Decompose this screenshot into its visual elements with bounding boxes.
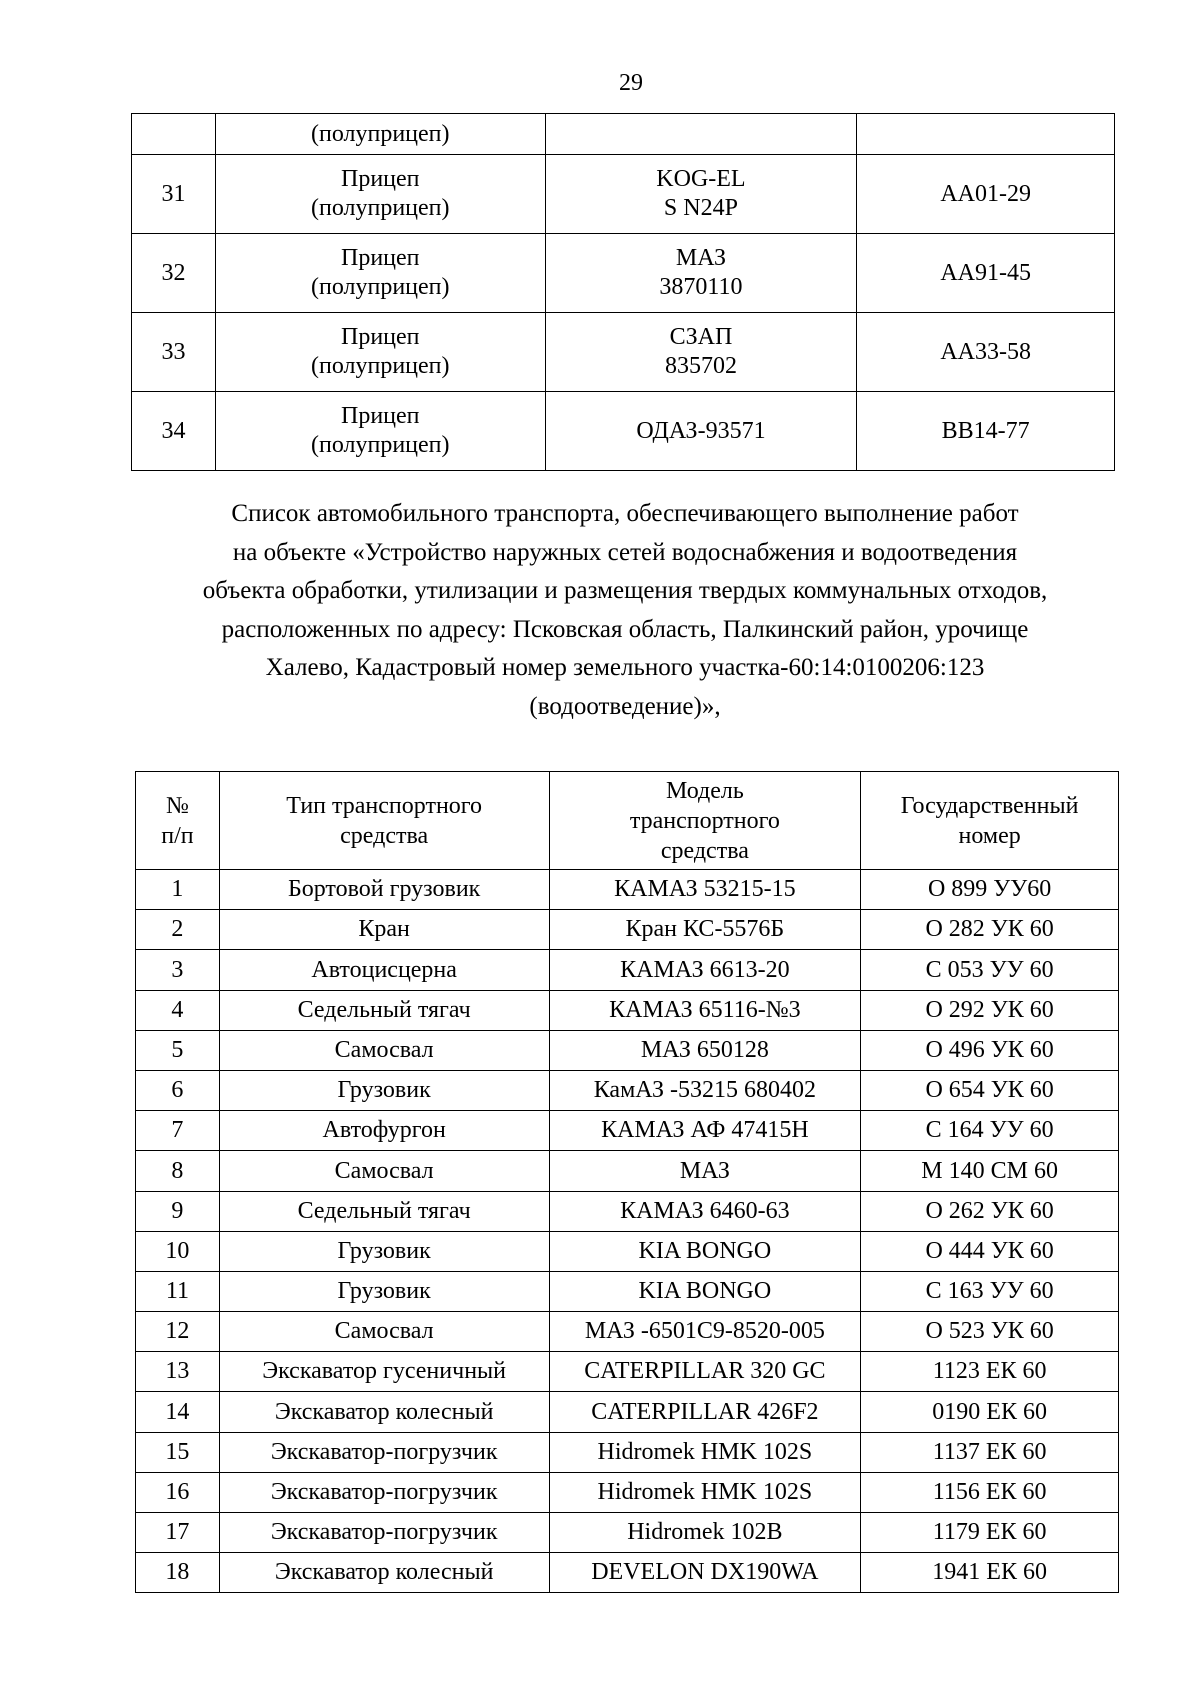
cell-plate: АА01-29 [857, 155, 1115, 234]
cell-number: 33 [132, 313, 216, 392]
cell-type: Экскаватор-погрузчик [219, 1432, 549, 1472]
cell-type: Грузовик [219, 1231, 549, 1271]
cell-model: ОДАЗ-93571 [545, 392, 857, 471]
cell-number: 6 [136, 1070, 220, 1110]
cell-model-line1: МАЗ [675, 245, 726, 272]
header-model-line1: Модель [665, 777, 744, 804]
cell-plate: 0190 ЕК 60 [861, 1392, 1119, 1432]
cell-plate: 1941 ЕК 60 [861, 1553, 1119, 1593]
table-header-row [136, 772, 1119, 870]
cell-number: 12 [136, 1312, 220, 1352]
cell-number: 13 [136, 1352, 220, 1392]
table-row [132, 392, 1115, 471]
cell-plate [857, 114, 1115, 155]
cell-type-line1: Прицеп [340, 324, 420, 351]
header-number-line2: п/п [161, 822, 194, 849]
cell-plate: О 899 УУ60 [861, 870, 1119, 910]
cell-model: KIA BONGO [549, 1231, 861, 1271]
cell-type: Экскаватор колесный [219, 1392, 549, 1432]
cell-plate: С 163 УУ 60 [861, 1271, 1119, 1311]
caption-line: Халево, Кадастровый номер земельного участка-60:14:0100206:123 [265, 654, 985, 681]
cell-type: Кран [219, 910, 549, 950]
list-caption [150, 495, 1100, 726]
cell-model: Hidromek HMK 102S [549, 1472, 861, 1512]
cell-plate: О 292 УК 60 [861, 990, 1119, 1030]
cell-type [215, 155, 545, 234]
cell-type [215, 313, 545, 392]
cell-type: Грузовик [219, 1070, 549, 1110]
table-row [132, 313, 1115, 392]
cell-type: Седельный тягач [219, 1191, 549, 1231]
cell-plate: С 053 УУ 60 [861, 950, 1119, 990]
cell-number: 5 [136, 1030, 220, 1070]
cell-plate: О 496 УК 60 [861, 1030, 1119, 1070]
cell-number: 1 [136, 870, 220, 910]
table-row [136, 1111, 1119, 1151]
cell-model: Кран КС-5576Б [549, 910, 861, 950]
cell-model: МАЗ 650128 [549, 1030, 861, 1070]
cell-number: 7 [136, 1111, 220, 1151]
table-row [136, 1513, 1119, 1553]
cell-number: 18 [136, 1553, 220, 1593]
cell-type-line2: (полуприцеп) [310, 195, 450, 221]
table-row [136, 1553, 1119, 1593]
header-model-line2: транспортного [629, 807, 780, 834]
header-type [219, 772, 549, 870]
cell-number: 31 [132, 155, 216, 234]
cell-model [545, 313, 857, 392]
cell-plate: АА91-45 [857, 234, 1115, 313]
cell-number [132, 114, 216, 155]
table-row [132, 234, 1115, 313]
cell-number: 2 [136, 910, 220, 950]
cell-type-line2: (полуприцеп) [310, 274, 450, 300]
cell-type: Самосвал [219, 1312, 549, 1352]
cell-type: (полуприцеп) [215, 114, 545, 155]
cell-plate: АА33-58 [857, 313, 1115, 392]
table-row [136, 990, 1119, 1030]
caption-line: на объекте «Устройство наружных сетей водоснабжения и водоотведения [232, 538, 1018, 566]
cell-model [545, 234, 857, 313]
cell-model: КАМАЗ 6613-20 [549, 950, 861, 990]
header-plate-line2: номер [958, 822, 1021, 849]
cell-plate: О 444 УК 60 [861, 1231, 1119, 1271]
cell-type: Седельный тягач [219, 990, 549, 1030]
cell-type: Экскаватор-погрузчик [219, 1513, 549, 1553]
main-vehicle-table [135, 771, 1119, 1593]
cell-number: 32 [132, 234, 216, 313]
cell-model: КАМАЗ 65116-№3 [549, 990, 861, 1030]
table-row [136, 1312, 1119, 1352]
cell-type [215, 234, 545, 313]
cell-plate: 1179 ЕК 60 [861, 1513, 1119, 1553]
cell-type: Экскаватор-погрузчик [219, 1472, 549, 1512]
cell-plate: М 140 СМ 60 [861, 1151, 1119, 1191]
cell-model: DEVELON DX190WA [549, 1553, 861, 1593]
cell-model: КАМАЗ 53215-15 [549, 870, 861, 910]
page-number: 29 [619, 70, 643, 96]
table-row [136, 870, 1119, 910]
caption-line: объекта обработки, утилизации и размещения твердых коммунальных отходов, [202, 577, 1048, 604]
cell-type: Автоцисцерна [219, 950, 549, 990]
cell-number: 4 [136, 990, 220, 1030]
cell-type-line1: Прицеп [340, 403, 420, 430]
table-row-continuation [132, 114, 1115, 155]
table-row [136, 1070, 1119, 1110]
cell-type: Самосвал [219, 1030, 549, 1070]
cell-model: CATERPILLAR 426F2 [549, 1392, 861, 1432]
cell-number: 10 [136, 1231, 220, 1271]
cell-model-line2: 3870110 [659, 274, 743, 300]
cell-model: КАМАЗ 6460-63 [549, 1191, 861, 1231]
cell-model [545, 155, 857, 234]
cell-model-line2: S N24P [663, 195, 738, 221]
cell-type: Бортовой грузовик [219, 870, 549, 910]
table-row [136, 950, 1119, 990]
cell-plate: О 523 УК 60 [861, 1312, 1119, 1352]
caption-line: Список автомобильного транспорта, обеспечивающего выполнение работ [231, 500, 1019, 527]
cell-plate: 1137 ЕК 60 [861, 1432, 1119, 1472]
cell-model: КАМАЗ АФ 47415Н [549, 1111, 861, 1151]
cell-type: Самосвал [219, 1151, 549, 1191]
cell-model-line1: СЗАП [669, 324, 733, 351]
cell-number: 8 [136, 1151, 220, 1191]
cell-number: 17 [136, 1513, 220, 1553]
cell-plate: 1123 ЕК 60 [861, 1352, 1119, 1392]
table-row [136, 1030, 1119, 1070]
cell-plate: О 262 УК 60 [861, 1191, 1119, 1231]
cell-model-line2: 835702 [664, 353, 737, 379]
header-model [549, 772, 861, 870]
header-number [136, 772, 220, 870]
table-row [136, 1392, 1119, 1432]
header-model-line3: средства [660, 837, 749, 864]
cell-type-line2: (полуприцеп) [310, 353, 450, 379]
main-table-body [136, 870, 1119, 1593]
cell-model: Hidromek 102B [549, 1513, 861, 1553]
cell-number: 9 [136, 1191, 220, 1231]
header-plate-line1: Государственный [900, 792, 1079, 819]
table-row [136, 1352, 1119, 1392]
table-row [136, 1432, 1119, 1472]
table-row [136, 1191, 1119, 1231]
cell-type-line1: Прицеп [340, 245, 420, 272]
cell-plate: О 282 УК 60 [861, 910, 1119, 950]
cell-type: Экскаватор колесный [219, 1553, 549, 1593]
top-vehicle-table [131, 113, 1115, 471]
cell-type: Экскаватор гусеничный [219, 1352, 549, 1392]
cell-number: 16 [136, 1472, 220, 1512]
table-row [136, 1231, 1119, 1271]
cell-type-line2: (полуприцеп) [310, 432, 450, 458]
cell-model: КамАЗ -53215 680402 [549, 1070, 861, 1110]
caption-line: расположенных по адресу: Псковская область, Палкинский район, урочище [221, 615, 1029, 643]
header-plate [861, 772, 1119, 870]
cell-model: МАЗ -6501С9-8520-005 [549, 1312, 861, 1352]
cell-number: 3 [136, 950, 220, 990]
cell-model: CATERPILLAR 320 GC [549, 1352, 861, 1392]
table-row [136, 910, 1119, 950]
header-type-line1: Тип транспортного [286, 792, 483, 819]
cell-model [545, 114, 857, 155]
cell-type [215, 392, 545, 471]
cell-number: 11 [136, 1271, 220, 1311]
cell-plate: 1156 ЕК 60 [861, 1472, 1119, 1512]
header-type-line2: средства [340, 822, 429, 849]
cell-plate: ВВ14-77 [857, 392, 1115, 471]
cell-model: МАЗ [549, 1151, 861, 1191]
table-row [136, 1472, 1119, 1512]
cell-model: KIA BONGO [549, 1271, 861, 1311]
header-number-line1: № [165, 792, 189, 819]
cell-plate: О 654 УК 60 [861, 1070, 1119, 1110]
cell-number: 34 [132, 392, 216, 471]
table-row [136, 1271, 1119, 1311]
cell-model: Hidromek HMK 102S [549, 1432, 861, 1472]
table-row [136, 1151, 1119, 1191]
cell-type-line1: Прицеп [340, 166, 420, 193]
cell-type: Грузовик [219, 1271, 549, 1311]
cell-type: Автофургон [219, 1111, 549, 1151]
cell-number: 14 [136, 1392, 220, 1432]
table-row [132, 155, 1115, 234]
cell-model-line1: KOG-EL [656, 166, 746, 193]
caption-line: (водоотведение)», [529, 692, 721, 720]
cell-plate: С 164 УУ 60 [861, 1111, 1119, 1151]
cell-number: 15 [136, 1432, 220, 1472]
